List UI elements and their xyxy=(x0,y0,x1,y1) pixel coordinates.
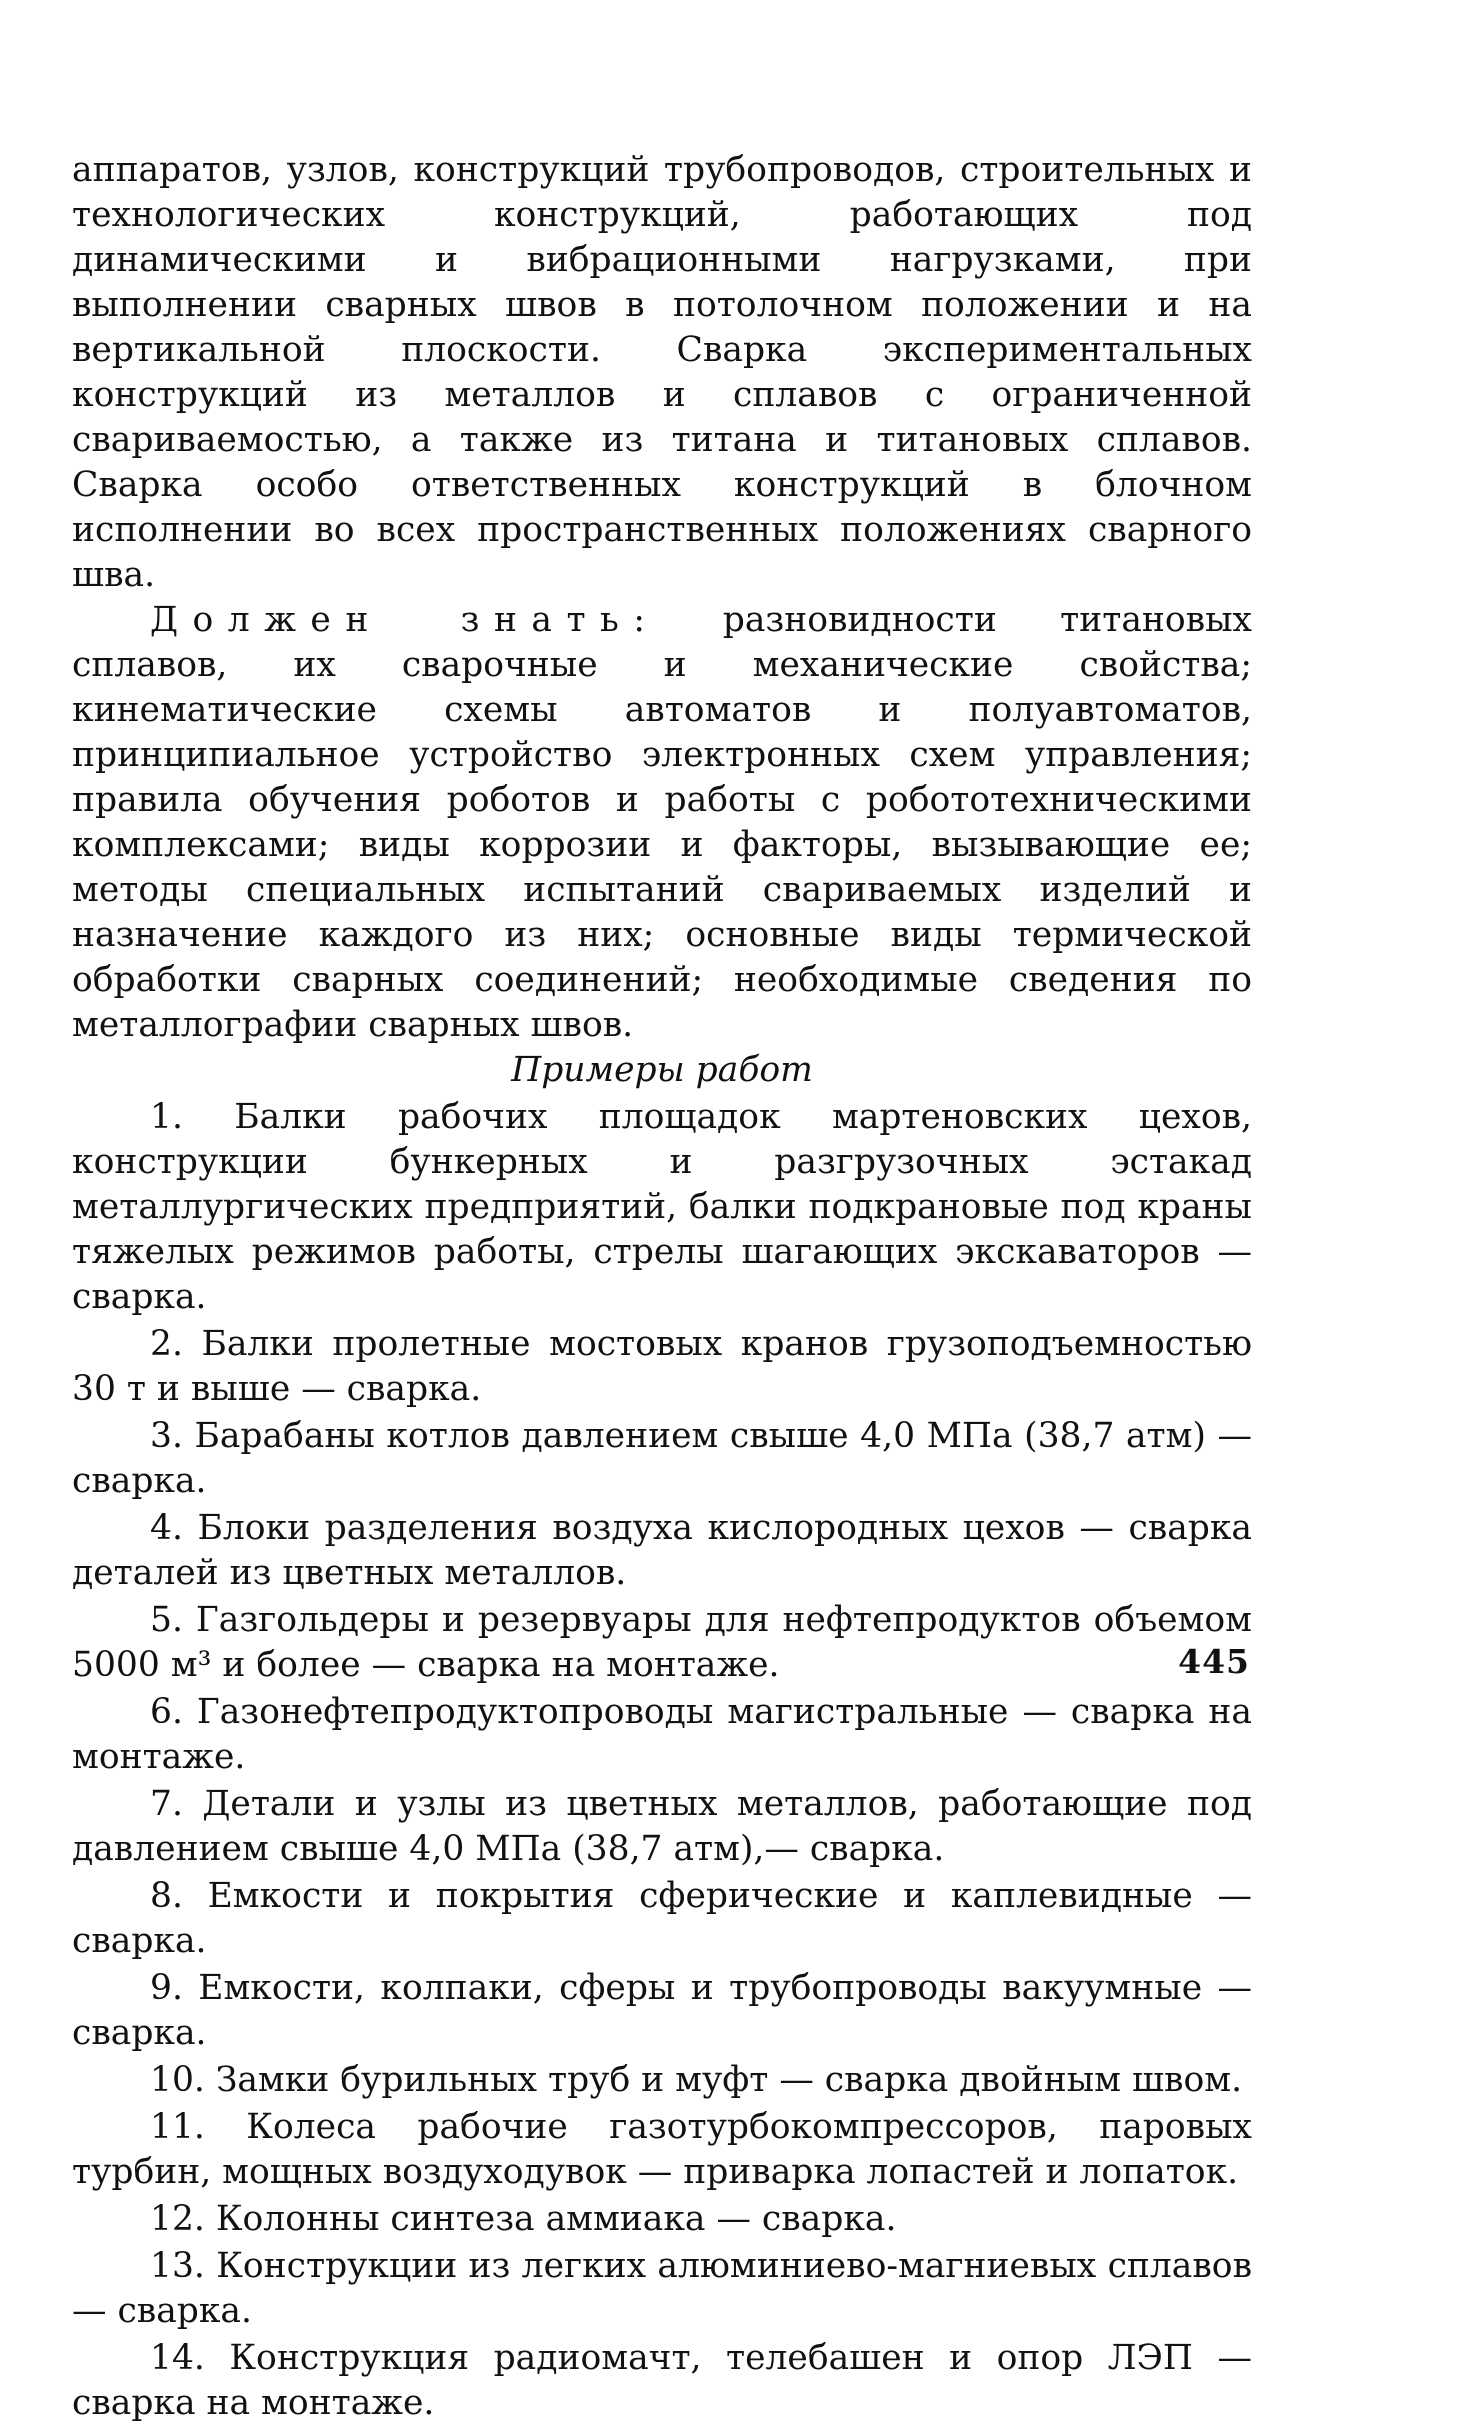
intro-paragraph: аппаратов, узлов, конструкций трубопроводов, строительных и технологических конструкций, работающих под динамическими и вибрационными нагрузками, при выполнении сварных швов в потолочном положении и на вертикальной плоскости. Сварка экспериментальных конструкций из металлов и сплавов с ограниченной свариваемостью, а также из титана и титановых сплавов. Сварка особо ответственных конструкций в блочном исполнении во всех пространственных положениях сварного шва. xyxy=(72,150,1252,595)
list-item: 4. Блоки разделения воздуха кислородных цехов — сварка деталей из цветных металлов. xyxy=(72,1508,1252,1593)
list-item: 7. Детали и узлы из цветных металлов, работающие под давлением свыше 4,0 МПа (38,7 атм),— сварка. xyxy=(72,1784,1252,1869)
list-item: 1. Балки рабочих площадок мартеновских цехов, конструкции бункерных и разгрузочных эстакад металлургических предприятий, балки подкрановые под краны тяжелых режимов работы, стрелы шагающих экскаваторов — сварка. xyxy=(72,1097,1252,1317)
list-item: 12. Колонны синтеза аммиака — сварка. xyxy=(150,2199,897,2239)
list-item: 3. Барабаны котлов давлением свыше 4,0 МПа (38,7 атм) — сварка. xyxy=(72,1416,1252,1501)
knowledge-paragraph xyxy=(72,598,1252,1048)
list-item: 8. Емкости и покрытия сферические и каплевидные — сварка. xyxy=(72,1876,1252,1961)
examples-title: Примеры работ xyxy=(511,1050,813,1090)
list-item: 11. Колеса рабочие газотурбокомпрессоров, паровых турбин, мощных воздуходувок — приварка лопастей и лопаток. xyxy=(72,2107,1252,2192)
list-item: 13. Конструкции из легких алюминиево-магниевых сплавов — сварка. xyxy=(72,2246,1252,2331)
list-item: 14. Конструкция радиомачт, телебашен и опор ЛЭП — сварка на монтаже. xyxy=(72,2338,1252,2423)
list-item: 9. Емкости, колпаки, сферы и трубопроводы вакуумные — сварка. xyxy=(72,1968,1252,2053)
list-item: 10. Замки бурильных труб и муфт — сварка двойным швом. xyxy=(150,2060,1243,2100)
list-item: 5. Газгольдеры и резервуары для нефтепродуктов объемом 5000 м³ и более — сварка на монтаже. xyxy=(72,1600,1252,1685)
page-number: 445 xyxy=(1178,1642,1250,1681)
knowledge-text: разновидности титановых сплавов, их сварочные и механические свойства; кинематические схемы автоматов и полуавтоматов, принципиальное устройство электронных схем управления; правила обучения роботов и работы с робототехническими комплексами; виды коррозии и факторы, вызывающие ее; методы специальных испытаний свариваемых изделий и назначение каждого из них; основные виды термической обработки сварных соединений; необходимые сведения по металлографии сварных швов. xyxy=(72,600,1252,1045)
list-item: 2. Балки пролетные мостовых кранов грузоподъемностью 30 т и выше — сварка. xyxy=(72,1324,1252,1409)
knowledge-label: Должен знать: xyxy=(150,600,660,640)
page-body xyxy=(72,148,1252,2426)
examples-list xyxy=(72,1095,1252,2426)
list-item: 6. Газонефтепродуктопроводы магистральные — сварка на монтаже. xyxy=(72,1692,1252,1777)
